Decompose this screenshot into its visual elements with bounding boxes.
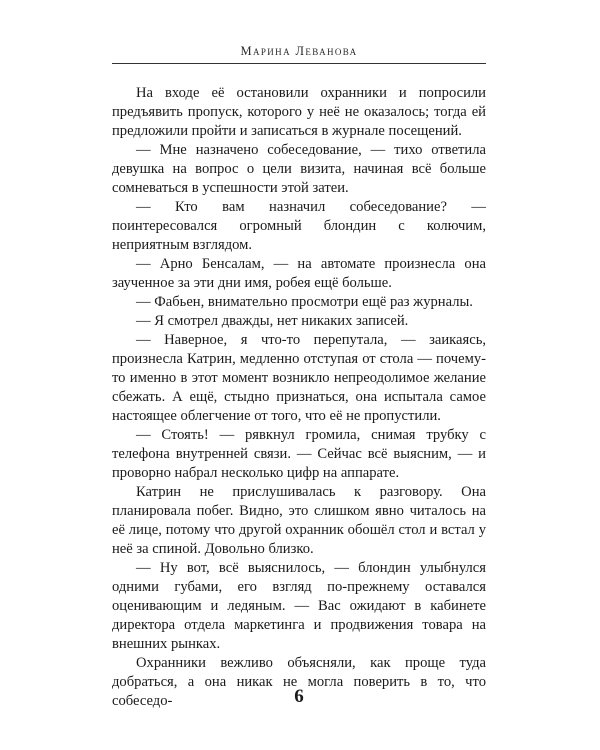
paragraph: — Арно Бенсалам, — на автомате произнесла она заученное за эти дни имя, робея ещё больше.	[112, 256, 486, 291]
paragraph: — Ну вот, всё выяснилось, — блондин улыбнулся одними губами, его взгляд по-прежнему оставался оценивающим и ледяным. — Вас ожидают в кабинете директора отдела маркетинга и продвижения товара на внешних рынках.	[112, 560, 486, 652]
paragraph: — Я смотрел дважды, нет никаких записей.	[136, 313, 409, 329]
paragraph: — Фабьен, внимательно просмотри ещё раз журналы.	[136, 294, 473, 310]
body-text	[112, 84, 486, 711]
paragraph: — Стоять! — рявкнул громила, снимая трубку с телефона внутренней связи. — Сейчас всё выясним, — и проворно набрал несколько цифр на аппарате.	[112, 427, 486, 481]
paragraph: — Мне назначено собеседование, — тихо ответила девушка на вопрос о цели визита, начиная всё больше сомневаться в успешности этой затеи.	[112, 142, 486, 196]
paragraph: Охранники вежливо объясняли, как проще туда добраться, а она никак не могла поверить в то, что собеседо-	[112, 655, 486, 709]
running-header: Марина Леванова	[240, 44, 358, 58]
header-rule	[112, 63, 486, 64]
page-number: 6	[294, 686, 304, 707]
paragraph: Катрин не прислушивалась к разговору. Она планировала побег. Видно, это слишком явно читалось на её лице, потому что другой охранник обошёл стол и встал у неё за спиной. Довольно близко.	[112, 484, 486, 557]
paragraph: — Кто вам назначил собеседование? — поинтересовался огромный блондин с колючим, неприятным взглядом.	[112, 199, 486, 253]
paragraph: На входе её остановили охранники и попросили предъявить пропуск, которого у неё не оказалось; тогда ей предложили пройти и записаться в журнале посещений.	[112, 85, 486, 139]
paragraph: — Наверное, я что-то перепутала, — заикаясь, произнесла Катрин, медленно отступая от стола — почему-то именно в этот момент возникло непреодолимое желание сбежать. А ещё, стыдно признаться, она испытала самое настоящее облегчение от того, что её не пропустили.	[112, 332, 486, 424]
